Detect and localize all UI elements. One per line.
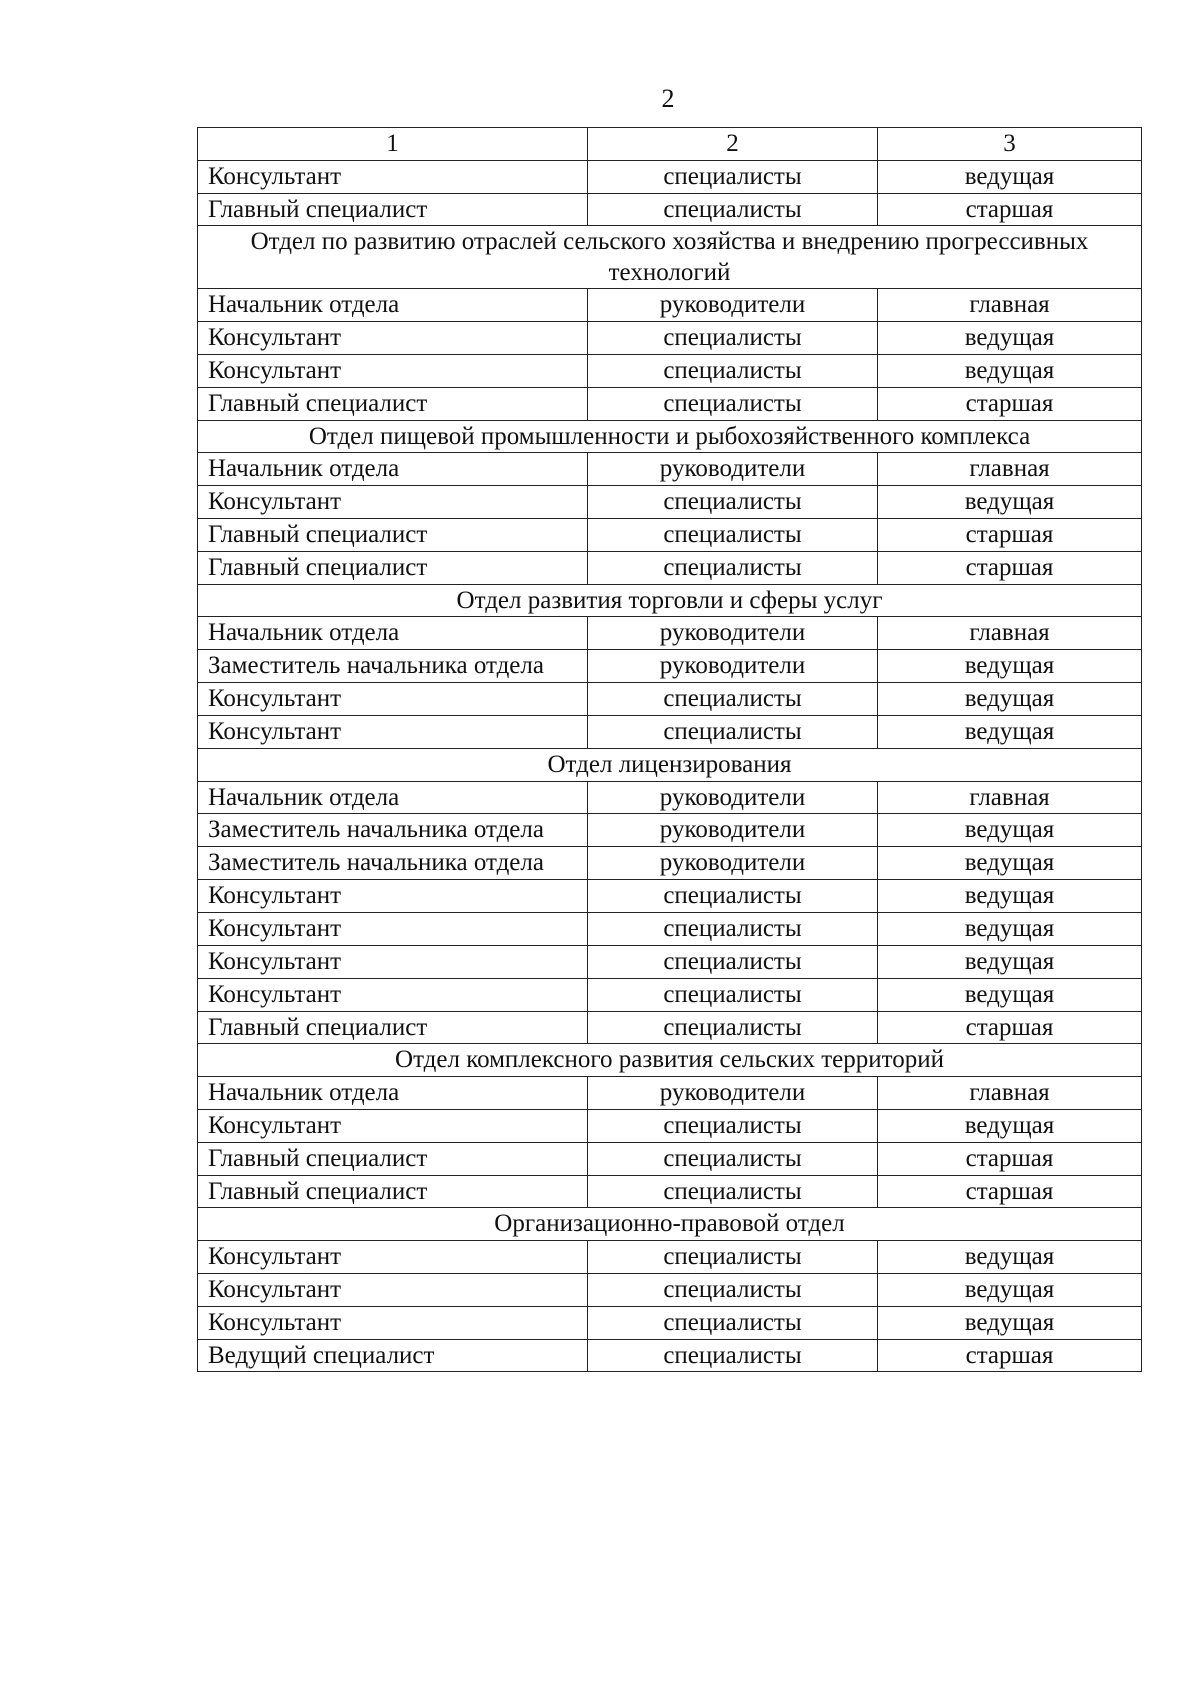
group-cell: руководители bbox=[588, 289, 878, 322]
group-cell: специалисты bbox=[588, 518, 878, 551]
category-cell: ведущая bbox=[878, 486, 1142, 519]
table-row bbox=[198, 193, 1142, 226]
position-cell: Главный специалист bbox=[198, 387, 588, 420]
category-cell: старшая bbox=[878, 1142, 1142, 1175]
table-row bbox=[198, 1241, 1142, 1274]
position-cell: Консультант bbox=[198, 715, 588, 748]
section-title: Отдел лицензирования bbox=[198, 748, 1142, 781]
group-cell: специалисты bbox=[588, 387, 878, 420]
table-row bbox=[198, 160, 1142, 193]
table-row bbox=[198, 1109, 1142, 1142]
table-row bbox=[198, 1142, 1142, 1175]
group-cell: руководители bbox=[588, 814, 878, 847]
section-row bbox=[198, 748, 1142, 781]
group-cell: руководители bbox=[588, 781, 878, 814]
category-cell: старшая bbox=[878, 387, 1142, 420]
category-cell: ведущая bbox=[878, 1109, 1142, 1142]
table-row bbox=[198, 913, 1142, 946]
table-row bbox=[198, 453, 1142, 486]
table-row bbox=[198, 945, 1142, 978]
table-row bbox=[198, 683, 1142, 716]
table-row bbox=[198, 1011, 1142, 1044]
page-number: 2 bbox=[661, 84, 675, 113]
table-row bbox=[198, 1306, 1142, 1339]
position-cell: Консультант bbox=[198, 880, 588, 913]
group-cell: специалисты bbox=[588, 1306, 878, 1339]
section-row bbox=[198, 226, 1142, 289]
category-cell: ведущая bbox=[878, 715, 1142, 748]
position-cell: Заместитель начальника отдела bbox=[198, 650, 588, 683]
table-row bbox=[198, 978, 1142, 1011]
position-cell: Главный специалист bbox=[198, 1175, 588, 1208]
position-cell: Консультант bbox=[198, 683, 588, 716]
position-cell: Ведущий специалист bbox=[198, 1339, 588, 1372]
category-cell: ведущая bbox=[878, 913, 1142, 946]
section-row bbox=[198, 420, 1142, 453]
category-cell: старшая bbox=[878, 518, 1142, 551]
group-cell: специалисты bbox=[588, 683, 878, 716]
position-cell: Главный специалист bbox=[198, 518, 588, 551]
position-cell: Главный специалист bbox=[198, 551, 588, 584]
section-title: Отдел развития торговли и сферы услуг bbox=[198, 584, 1142, 617]
section-title: Организационно-правовой отдел bbox=[198, 1208, 1142, 1241]
table-body bbox=[198, 128, 1142, 1372]
category-cell: ведущая bbox=[878, 1241, 1142, 1274]
header-cell-1: 1 bbox=[198, 128, 588, 161]
position-cell: Главный специалист bbox=[198, 1142, 588, 1175]
group-cell: руководители bbox=[588, 650, 878, 683]
positions-table bbox=[197, 127, 1142, 1372]
category-cell: старшая bbox=[878, 193, 1142, 226]
category-cell: ведущая bbox=[878, 814, 1142, 847]
table-row bbox=[198, 518, 1142, 551]
position-cell: Консультант bbox=[198, 978, 588, 1011]
category-cell: старшая bbox=[878, 1175, 1142, 1208]
table-row bbox=[198, 1077, 1142, 1110]
table-row bbox=[198, 715, 1142, 748]
group-cell: специалисты bbox=[588, 160, 878, 193]
table-row bbox=[198, 847, 1142, 880]
section-row bbox=[198, 1044, 1142, 1077]
group-cell: специалисты bbox=[588, 1339, 878, 1372]
position-cell: Начальник отдела bbox=[198, 617, 588, 650]
group-cell: руководители bbox=[588, 847, 878, 880]
position-cell: Начальник отдела bbox=[198, 289, 588, 322]
group-cell: руководители bbox=[588, 1077, 878, 1110]
table-row bbox=[198, 387, 1142, 420]
table-row bbox=[198, 322, 1142, 355]
group-cell: специалисты bbox=[588, 945, 878, 978]
category-cell: главная bbox=[878, 781, 1142, 814]
group-cell: специалисты bbox=[588, 880, 878, 913]
header-cell-3: 3 bbox=[878, 128, 1142, 161]
group-cell: специалисты bbox=[588, 978, 878, 1011]
table-row bbox=[198, 289, 1142, 322]
position-cell: Заместитель начальника отдела bbox=[198, 814, 588, 847]
group-cell: специалисты bbox=[588, 354, 878, 387]
section-row bbox=[198, 1208, 1142, 1241]
position-cell: Консультант bbox=[198, 160, 588, 193]
position-cell: Консультант bbox=[198, 913, 588, 946]
category-cell: ведущая bbox=[878, 683, 1142, 716]
group-cell: специалисты bbox=[588, 1109, 878, 1142]
group-cell: специалисты bbox=[588, 551, 878, 584]
category-cell: старшая bbox=[878, 1011, 1142, 1044]
section-title: Отдел пищевой промышленности и рыбохозяйственного комплекса bbox=[198, 420, 1142, 453]
table-row bbox=[198, 617, 1142, 650]
position-cell: Главный специалист bbox=[198, 1011, 588, 1044]
category-cell: старшая bbox=[878, 551, 1142, 584]
position-cell: Консультант bbox=[198, 354, 588, 387]
group-cell: руководители bbox=[588, 453, 878, 486]
position-cell: Главный специалист bbox=[198, 193, 588, 226]
table-row bbox=[198, 486, 1142, 519]
table-row bbox=[198, 1175, 1142, 1208]
group-cell: руководители bbox=[588, 617, 878, 650]
section-row bbox=[198, 584, 1142, 617]
group-cell: специалисты bbox=[588, 715, 878, 748]
group-cell: специалисты bbox=[588, 1273, 878, 1306]
table-header-row bbox=[198, 128, 1142, 161]
section-title: Отдел комплексного развития сельских территорий bbox=[198, 1044, 1142, 1077]
position-cell: Консультант bbox=[198, 486, 588, 519]
category-cell: ведущая bbox=[878, 880, 1142, 913]
group-cell: специалисты bbox=[588, 1175, 878, 1208]
category-cell: ведущая bbox=[878, 847, 1142, 880]
category-cell: ведущая bbox=[878, 160, 1142, 193]
position-cell: Консультант bbox=[198, 322, 588, 355]
table-row bbox=[198, 880, 1142, 913]
category-cell: ведущая bbox=[878, 650, 1142, 683]
category-cell: ведущая bbox=[878, 1273, 1142, 1306]
category-cell: ведущая bbox=[878, 978, 1142, 1011]
position-cell: Консультант bbox=[198, 1241, 588, 1274]
table-row bbox=[198, 650, 1142, 683]
position-cell: Консультант bbox=[198, 1109, 588, 1142]
table-row bbox=[198, 1273, 1142, 1306]
group-cell: специалисты bbox=[588, 1011, 878, 1044]
group-cell: специалисты bbox=[588, 1142, 878, 1175]
position-cell: Начальник отдела bbox=[198, 1077, 588, 1110]
section-title: Отдел по развитию отраслей сельского хозяйства и внедрению прогрессивных технологий bbox=[198, 226, 1142, 289]
category-cell: ведущая bbox=[878, 945, 1142, 978]
position-cell: Консультант bbox=[198, 945, 588, 978]
table-row bbox=[198, 551, 1142, 584]
table-row bbox=[198, 354, 1142, 387]
position-cell: Заместитель начальника отдела bbox=[198, 847, 588, 880]
category-cell: главная bbox=[878, 453, 1142, 486]
group-cell: специалисты bbox=[588, 1241, 878, 1274]
category-cell: ведущая bbox=[878, 1306, 1142, 1339]
group-cell: специалисты bbox=[588, 193, 878, 226]
group-cell: специалисты bbox=[588, 322, 878, 355]
group-cell: специалисты bbox=[588, 913, 878, 946]
header-cell-2: 2 bbox=[588, 128, 878, 161]
position-cell: Начальник отдела bbox=[198, 781, 588, 814]
table-row bbox=[198, 1339, 1142, 1372]
category-cell: ведущая bbox=[878, 322, 1142, 355]
position-cell: Консультант bbox=[198, 1273, 588, 1306]
category-cell: старшая bbox=[878, 1339, 1142, 1372]
group-cell: специалисты bbox=[588, 486, 878, 519]
table-row bbox=[198, 814, 1142, 847]
position-cell: Начальник отдела bbox=[198, 453, 588, 486]
position-cell: Консультант bbox=[198, 1306, 588, 1339]
category-cell: ведущая bbox=[878, 354, 1142, 387]
category-cell: главная bbox=[878, 617, 1142, 650]
category-cell: главная bbox=[878, 289, 1142, 322]
table-row bbox=[198, 781, 1142, 814]
category-cell: главная bbox=[878, 1077, 1142, 1110]
